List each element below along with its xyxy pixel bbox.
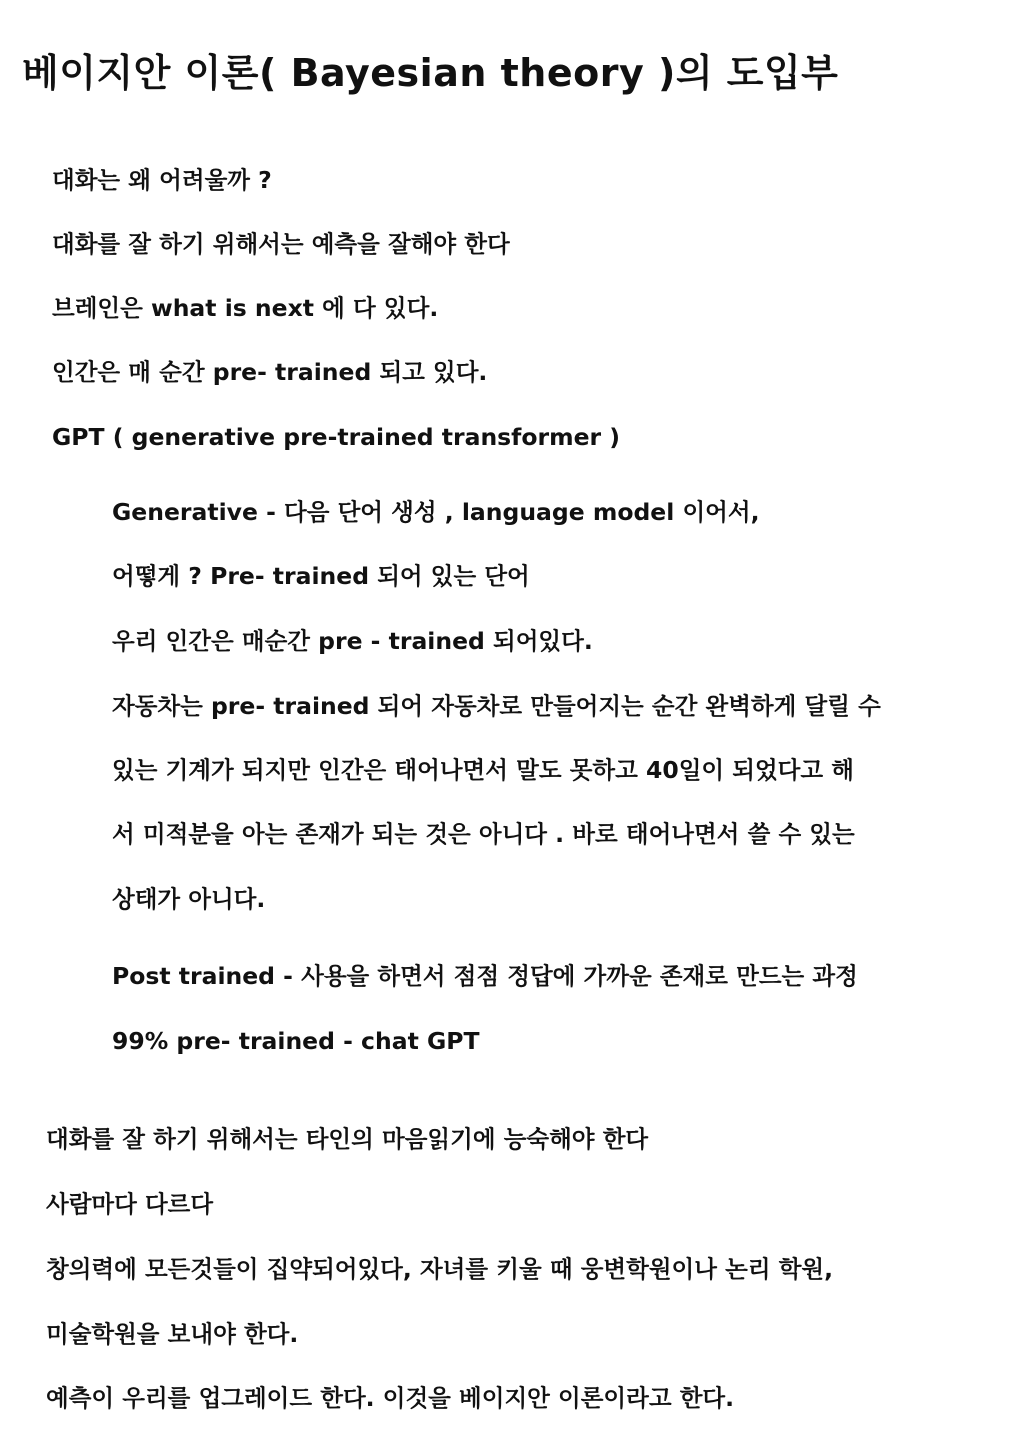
text-line-how: 어떻게 ? Pre- trained 되어 있는 단어 bbox=[112, 562, 530, 590]
text-line-mind-reading: 대화를 잘 하기 위해서는 타인의 마음읽기에 능숙해야 한다 bbox=[46, 1125, 649, 1153]
text-line-dialogue-question: 대화는 왜 어려울까 ? bbox=[52, 166, 272, 194]
text-line-us-humans: 우리 인간은 매순간 pre - trained 되어있다. bbox=[112, 627, 593, 655]
text-line-creativity-1: 창의력에 모든것들이 집약되어있다, 자녀를 키울 때 웅변학원이나 논리 학원, bbox=[46, 1255, 834, 1283]
text-line-car-3: 서 미적분을 아는 존재가 되는 것은 아니다 . 바로 태어나면서 쓸 수 있는 bbox=[112, 820, 855, 848]
text-line-car-1: 자동차는 pre- trained 되어 자동차로 만들어지는 순간 완벽하게 달릴 수 bbox=[112, 692, 881, 720]
text-line-chat-gpt: 99% pre- trained - chat GPT bbox=[112, 1027, 480, 1055]
text-line-car-2: 있는 기계가 되지만 인간은 태어나면서 말도 못하고 40일이 되었다고 해 bbox=[112, 756, 854, 784]
text-line-post-trained: Post trained - 사용을 하면서 점점 정답에 가까운 존재로 만드는 과정 bbox=[112, 962, 858, 990]
text-line-gpt: GPT ( generative pre-trained transformer ) bbox=[52, 423, 621, 451]
text-line-creativity-2: 미술학원을 보내야 한다. bbox=[46, 1320, 299, 1348]
text-line-different: 사람마다 다르다 bbox=[46, 1190, 214, 1218]
text-line-bayesian: 예측이 우리를 업그레이드 한다. 이것을 베이지안 이론이라고 한다. bbox=[46, 1384, 735, 1412]
text-line-prediction: 대화를 잘 하기 위해서는 예측을 잘해야 한다 bbox=[52, 230, 510, 258]
text-line-human-pretrained: 인간은 매 순간 pre- trained 되고 있다. bbox=[52, 358, 488, 386]
document-title: 베이지안 이론( Bayesian theory )의 도입부 bbox=[22, 51, 839, 95]
text-line-car-4: 상태가 아니다. bbox=[112, 885, 266, 913]
text-line-generative: Generative - 다음 단어 생성 , language model 이어서, bbox=[112, 498, 760, 526]
text-line-brain: 브레인은 what is next 에 다 있다. bbox=[52, 294, 439, 322]
